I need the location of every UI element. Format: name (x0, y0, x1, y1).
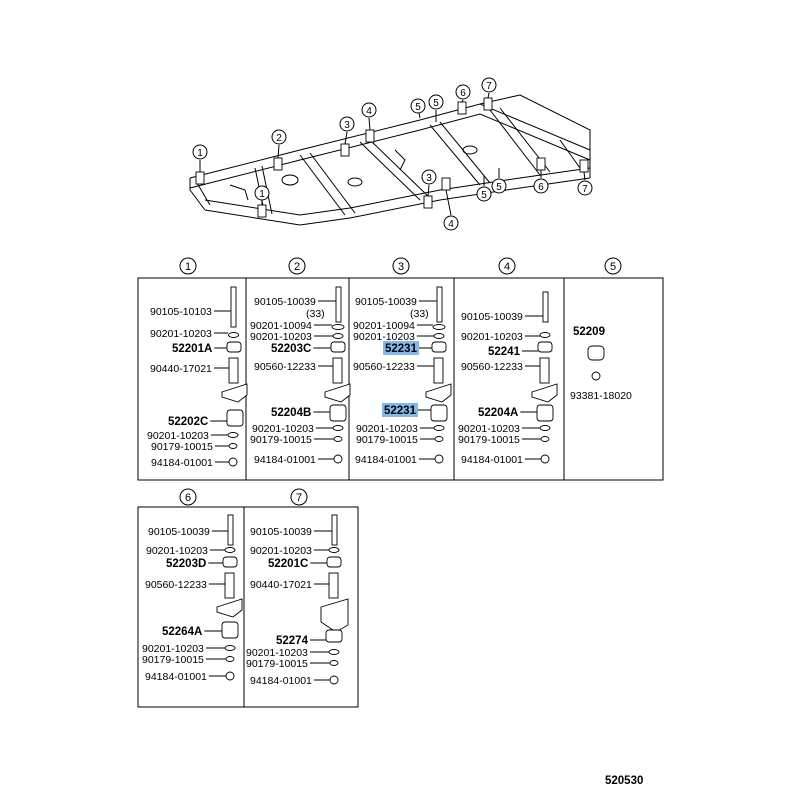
panel-4-stack (532, 292, 557, 463)
part-number-label[interactable]: 90201-10203 (246, 647, 308, 659)
part-number-label[interactable]: 94184-01001 (355, 454, 417, 466)
frame-callout (255, 186, 269, 200)
part-number-label[interactable]: 52201A (172, 343, 213, 355)
panel-number: 7 (295, 492, 303, 504)
chassis-frame (190, 93, 590, 225)
panel-header-2 (289, 258, 305, 274)
panel-7-stack (321, 515, 348, 684)
frame-callout-label: 6 (460, 88, 466, 99)
panel-header-4 (499, 258, 515, 274)
frame-callout (534, 179, 548, 193)
part-number-label[interactable]: 90201-10094 (250, 320, 312, 332)
panel-6-stack (217, 515, 242, 680)
part-number-label[interactable]: 52231 (384, 405, 416, 417)
frame-callout (340, 117, 354, 131)
part-number-label[interactable]: 90560-12233 (145, 579, 207, 591)
part-number-label[interactable]: 94184-01001 (254, 454, 316, 466)
frame-callout (362, 103, 376, 117)
part-number-label[interactable]: 90105-10039 (148, 526, 210, 538)
part-number-label[interactable]: 90179-10015 (246, 658, 308, 670)
part-number-label[interactable]: 90105-10039 (461, 311, 523, 323)
part-number-label[interactable]: 52203D (166, 558, 207, 570)
part-number-label[interactable]: 52204B (271, 407, 312, 419)
panel-number: 2 (293, 261, 301, 273)
part-number-label[interactable]: 90105-10039 (250, 526, 312, 538)
part-number-label[interactable]: 94184-01001 (461, 454, 523, 466)
frame-callout (477, 187, 491, 201)
part-number-label[interactable]: 52209 (573, 326, 605, 338)
part-number-label[interactable]: 90179-10015 (250, 434, 312, 446)
part-number-label[interactable]: 52204A (478, 407, 519, 419)
part-number-label[interactable]: 90201-10203 (250, 331, 312, 343)
frame-callout (193, 145, 207, 159)
panel-number: 3 (397, 261, 405, 273)
frame-callout (429, 95, 443, 109)
part-number-label[interactable]: 90201-10203 (353, 331, 415, 343)
frame-callout-label: 5 (481, 190, 487, 201)
panel-header-6 (180, 489, 196, 505)
frame-callout (422, 170, 436, 184)
part-number-label[interactable]: 90179-10015 (458, 434, 520, 446)
frame-callout (482, 78, 496, 92)
frame-callout-label: 1 (259, 189, 265, 200)
part-number-label[interactable]: 90201-10203 (146, 545, 208, 557)
frame-callout-label: 4 (366, 106, 372, 117)
part-number-label[interactable]: 52231 (385, 343, 417, 355)
panel-5-stack (588, 346, 604, 380)
part-number-label[interactable]: 94184-01001 (250, 675, 312, 687)
panel-header-1 (180, 258, 196, 274)
frame-callout (578, 181, 592, 195)
part-number-label[interactable]: 90440-17021 (250, 579, 312, 591)
part-number-label[interactable]: 52264A (162, 626, 203, 638)
frame-callout-label: 7 (582, 184, 588, 195)
frame-callout (456, 85, 470, 99)
frame-callout (444, 216, 458, 230)
panel-2-stack (325, 287, 350, 463)
part-number-label[interactable]: 90201-10203 (142, 643, 204, 655)
part-number-label[interactable]: 93381-18020 (570, 390, 632, 402)
part-number-label[interactable]: 90201-10203 (356, 423, 418, 435)
part-number-label[interactable]: 90560-12233 (254, 361, 316, 373)
part-labels (142, 296, 632, 687)
frame-callout-label: 5 (433, 98, 439, 109)
part-number-label[interactable]: 94184-01001 (145, 671, 207, 683)
part-number-label[interactable]: 90201-10203 (252, 423, 314, 435)
panel-3-stack (426, 287, 451, 463)
frame-callout (272, 130, 286, 144)
part-number-label[interactable]: 90179-10015 (356, 434, 418, 446)
part-number-label[interactable]: (33) (410, 308, 429, 320)
part-number-label[interactable]: 94184-01001 (151, 457, 213, 469)
panel-number: 1 (184, 261, 192, 273)
part-number-label[interactable]: 90105-10039 (254, 296, 316, 308)
part-number-label[interactable]: 90105-10039 (355, 296, 417, 308)
part-number-label[interactable]: 90201-10203 (461, 331, 523, 343)
frame-callout-label: 1 (197, 148, 203, 159)
frame-callout-label: 3 (426, 173, 432, 184)
panel-header-7 (291, 489, 307, 505)
frame-callout-label: 3 (344, 120, 350, 131)
part-number-label[interactable]: 52241 (488, 346, 520, 358)
part-number-label[interactable]: 90201-10203 (250, 545, 312, 557)
part-number-label[interactable]: 90440-17021 (150, 363, 212, 375)
part-number-label[interactable]: (33) (306, 308, 325, 320)
part-number-label[interactable]: 52203C (271, 343, 312, 355)
panel-number: 5 (609, 261, 617, 273)
panel-number: 6 (184, 492, 192, 504)
panel-number: 4 (503, 261, 511, 273)
part-number-label[interactable]: 90179-10015 (142, 654, 204, 666)
part-number-label[interactable]: 90560-12233 (461, 361, 523, 373)
frame-callout (492, 179, 506, 193)
frame-callout-label: 6 (538, 182, 544, 193)
panel-header-3 (393, 258, 409, 274)
part-number-label[interactable]: 52274 (276, 635, 308, 647)
panel-header-5 (605, 258, 621, 274)
part-number-label[interactable]: 90560-12233 (353, 361, 415, 373)
part-number-label[interactable]: 52201C (268, 558, 309, 570)
diagram-code: 520530 (605, 775, 644, 787)
part-number-label[interactable]: 90105-10103 (150, 306, 212, 318)
part-number-label[interactable]: 90201-10094 (353, 320, 415, 332)
part-number-label[interactable]: 90201-10203 (458, 423, 520, 435)
part-number-label[interactable]: 90201-10203 (147, 430, 209, 442)
part-number-label[interactable]: 90179-10015 (151, 441, 213, 453)
frame-callout-label: 7 (486, 81, 492, 92)
panel-1-stack (222, 287, 247, 466)
frame-callout-label: 2 (276, 133, 282, 144)
part-number-label[interactable]: 52202C (168, 416, 209, 428)
frame-callout (411, 99, 425, 113)
frame-callout-label: 4 (448, 219, 454, 230)
frame-callout-label: 5 (496, 182, 502, 193)
frame-callout-label: 5 (415, 102, 421, 113)
part-number-label[interactable]: 90201-10203 (150, 328, 212, 340)
